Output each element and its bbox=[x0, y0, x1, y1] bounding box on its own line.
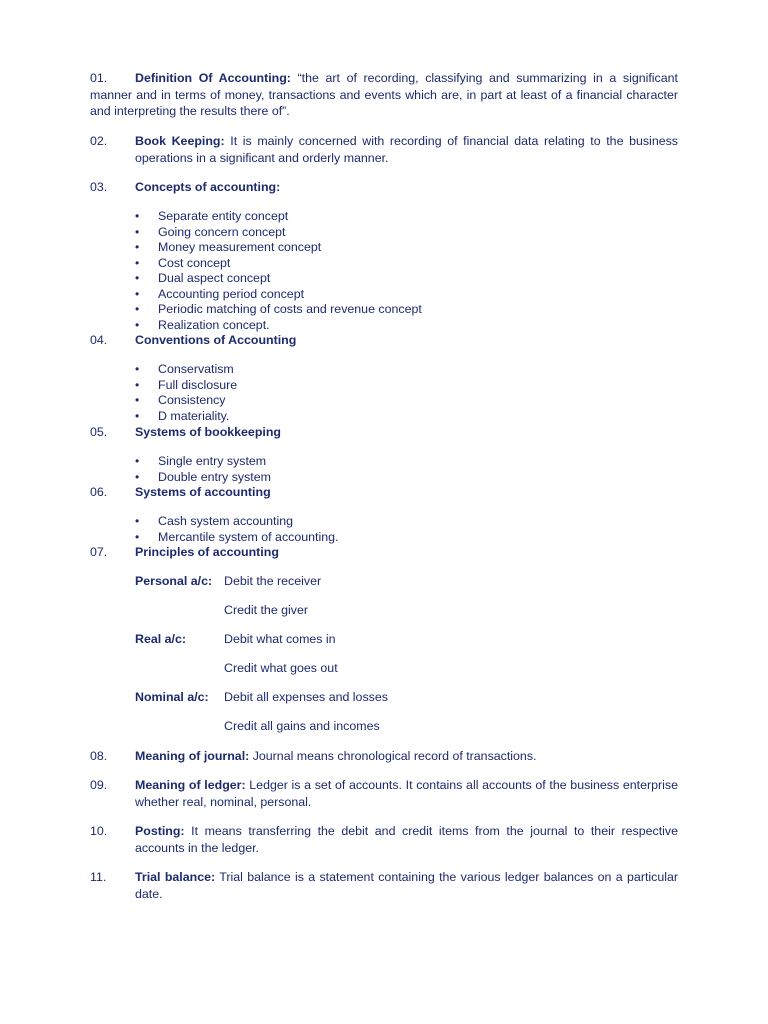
bookkeeping-systems-list bbox=[135, 454, 271, 485]
item-title: Systems of accounting bbox=[135, 485, 271, 499]
list-item: • Realization concept. bbox=[135, 318, 422, 334]
item-number: 01. bbox=[90, 71, 108, 85]
item-body bbox=[90, 133, 678, 166]
item-bookkeeping-systems-heading bbox=[90, 424, 678, 441]
principle-label: Real a/c: bbox=[135, 632, 186, 646]
item-number: 11. bbox=[90, 870, 107, 884]
conventions-list bbox=[135, 362, 237, 424]
list-item: • Conservatism bbox=[135, 362, 237, 378]
list-item: • Consistency bbox=[135, 393, 237, 409]
item-title: Book Keeping: bbox=[135, 134, 225, 148]
item-concepts-heading bbox=[90, 179, 678, 196]
accounting-systems-list bbox=[135, 514, 338, 545]
list-item: • Going concern concept bbox=[135, 225, 422, 241]
item-number: 03. bbox=[90, 180, 108, 194]
item-number: 05. bbox=[90, 425, 108, 439]
item-definition-of-accounting bbox=[90, 70, 678, 120]
item-body bbox=[90, 70, 678, 120]
item-trial-balance bbox=[90, 869, 678, 902]
item-title: Systems of bookkeeping bbox=[135, 425, 281, 439]
item-meaning-of-ledger bbox=[90, 777, 678, 810]
list-item: • Double entry system bbox=[135, 470, 271, 486]
item-text: It means transferring the debit and credit items from the journal to their respective accounts in the ledger. bbox=[135, 824, 678, 855]
list-item: • Dual aspect concept bbox=[135, 271, 422, 287]
item-number: 07. bbox=[90, 545, 108, 559]
item-title: Definition Of Accounting: bbox=[135, 71, 291, 85]
list-item: • Cash system accounting bbox=[135, 514, 338, 530]
item-text: “the art of recording, classifying and summarizing in a significant manner and in terms of money, transactions and events which are, in part at least of a financial character and interpreting the results there of”. bbox=[90, 71, 678, 118]
item-title: Trial balance: bbox=[135, 870, 216, 884]
item-number: 04. bbox=[90, 333, 108, 347]
item-title: Meaning of ledger: bbox=[135, 778, 246, 792]
item-number: 08. bbox=[90, 749, 108, 763]
list-item: • Money measurement concept bbox=[135, 240, 422, 256]
item-title: Principles of accounting bbox=[135, 545, 279, 559]
concepts-list bbox=[135, 209, 422, 333]
item-text: Ledger is a set of accounts. It contains all accounts of the business enterprise whether real, nominal, personal. bbox=[135, 778, 678, 809]
item-title: Concepts of accounting: bbox=[135, 180, 281, 194]
list-item: • Full disclosure bbox=[135, 378, 237, 394]
list-item: • Mercantile system of accounting. bbox=[135, 530, 338, 546]
principle-debit: Debit the receiver bbox=[224, 574, 322, 588]
list-item: • Cost concept bbox=[135, 256, 422, 272]
list-item: • Separate entity concept bbox=[135, 209, 422, 225]
item-book-keeping bbox=[90, 133, 678, 166]
item-title: Conventions of Accounting bbox=[135, 333, 297, 347]
item-number: 06. bbox=[90, 485, 108, 499]
item-meaning-of-journal bbox=[90, 748, 678, 765]
item-number: 10. bbox=[90, 824, 108, 838]
item-title: Posting: bbox=[135, 824, 185, 838]
item-text: Journal means chronological record of transactions. bbox=[249, 749, 537, 763]
item-accounting-systems-heading bbox=[90, 484, 678, 501]
item-principles-heading bbox=[90, 544, 678, 561]
principle-credit: Credit what goes out bbox=[224, 661, 338, 675]
item-text: It is mainly concerned with recording of financial data relating to the business operations in a significant and orderly manner. bbox=[135, 134, 678, 165]
principle-label: Nominal a/c: bbox=[135, 690, 209, 704]
list-item: • Single entry system bbox=[135, 454, 271, 470]
list-item: • D materiality. bbox=[135, 409, 237, 425]
item-number: 09. bbox=[90, 778, 108, 792]
principle-credit: Credit all gains and incomes bbox=[224, 719, 380, 733]
principle-credit: Credit the giver bbox=[224, 603, 309, 617]
list-item: • Accounting period concept bbox=[135, 287, 422, 303]
principle-debit: Debit all expenses and losses bbox=[224, 690, 388, 704]
item-text: Trial balance is a statement containing the various ledger balances on a particular date. bbox=[135, 870, 678, 901]
item-title: Meaning of journal: bbox=[135, 749, 250, 763]
list-item: • Periodic matching of costs and revenue concept bbox=[135, 302, 422, 318]
item-posting bbox=[90, 823, 678, 856]
principle-label: Personal a/c: bbox=[135, 574, 213, 588]
item-conventions-heading bbox=[90, 332, 678, 349]
item-number: 02. bbox=[90, 134, 108, 148]
principle-debit: Debit what comes in bbox=[224, 632, 336, 646]
